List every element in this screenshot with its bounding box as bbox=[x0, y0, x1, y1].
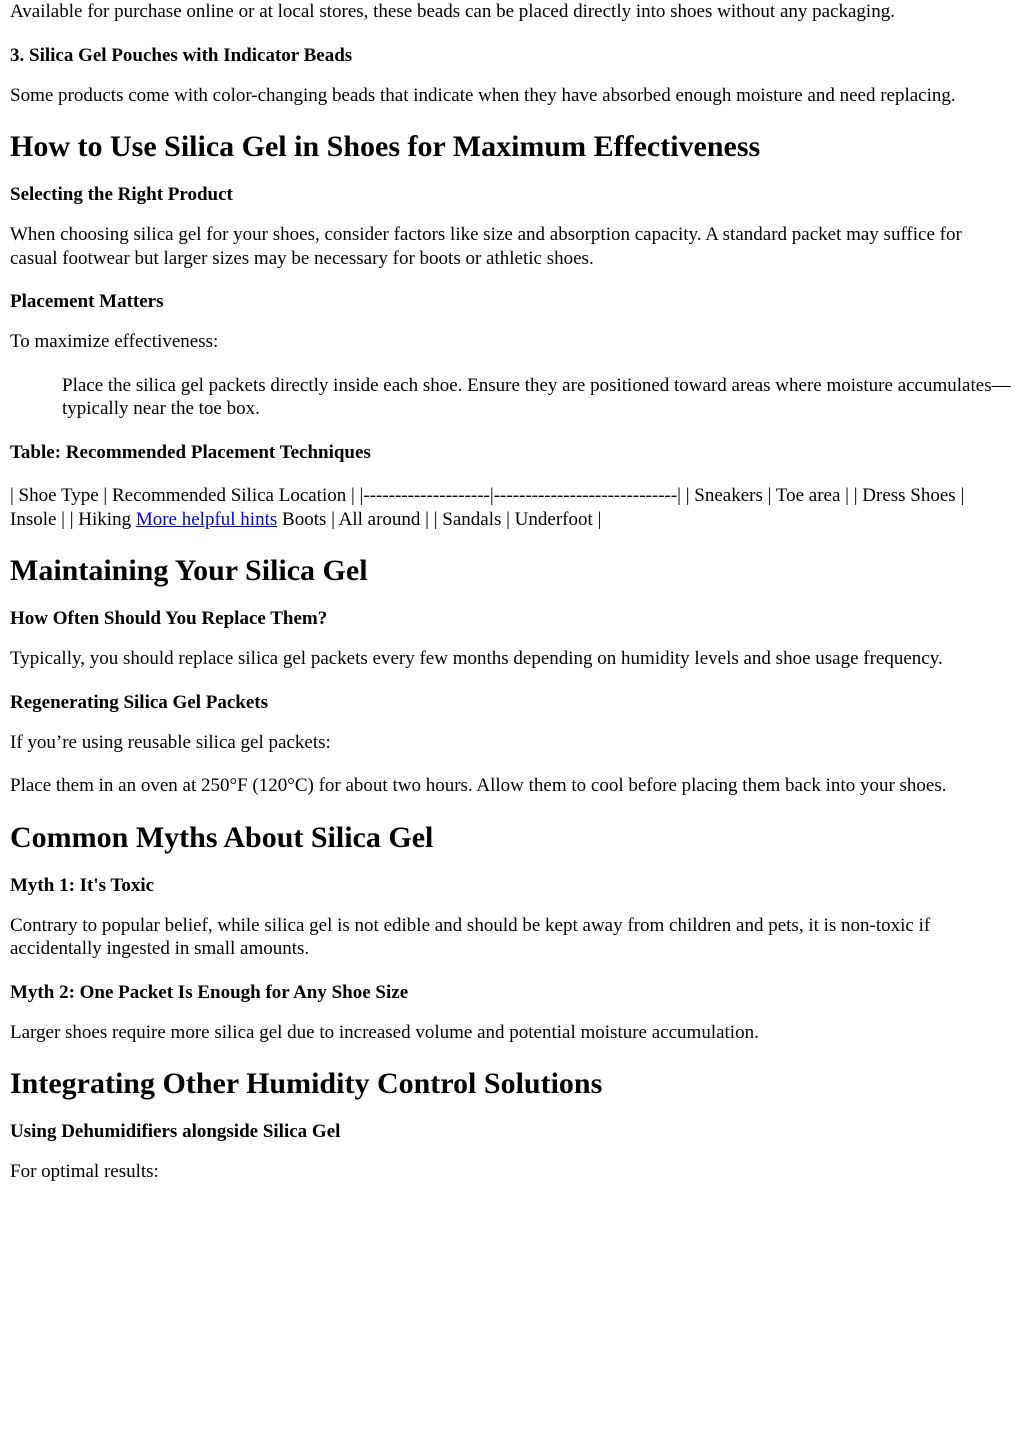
regenerating-intro: If you’re using reusable silica gel packets: bbox=[10, 731, 331, 753]
placement-heading: Placement Matters bbox=[10, 291, 164, 312]
placement-intro: To maximize effectiveness: bbox=[10, 331, 219, 352]
maintaining-heading: Maintaining Your Silica Gel bbox=[10, 554, 368, 587]
placement-quote: Place the silica gel packets directly inside each shoe. Ensure they are positioned toward areas where moisture accumulates—typically near the toe box. bbox=[62, 374, 1011, 419]
myth-1-paragraph: Contrary to popular belief, while silica gel is not edible and should be kept away from children and pets, it is non-toxic if accidentally ingested in small amounts. bbox=[10, 914, 931, 959]
myths-heading: Common Myths About Silica Gel bbox=[10, 820, 434, 854]
article bbox=[10, 0, 1014, 1204]
table-text-part-2: Boots | All around | | Sandals | Underfoot | bbox=[277, 508, 602, 530]
replace-paragraph: Typically, you should replace silica gel packets every few months depending on humidity levels and shoe usage frequency. bbox=[10, 648, 943, 669]
intro-paragraph: Available for purchase online or at local stores, these beads can be placed directly into shoes without any packaging. bbox=[10, 1, 895, 22]
selecting-product-paragraph: When choosing silica gel for your shoes, consider factors like size and absorption capacity. A standard packet may suffice for casual footwear but larger sizes may be necessary for boots or athletic shoes. bbox=[10, 224, 962, 269]
regenerating-paragraph: Place them in an oven at 250°F (120°C) for about two hours. Allow them to cool before placing them back into your shoes. bbox=[10, 775, 947, 796]
how-to-use-heading: How to Use Silica Gel in Shoes for Maximum Effectiveness bbox=[10, 130, 761, 163]
table-text bbox=[10, 484, 1014, 531]
table-text-part-1: | Shoe Type | Recommended Silica Location | |--------------------|-----------------------------| | Sneakers | Toe area | | Dress Shoes | Insole | | Hiking bbox=[10, 485, 965, 530]
myth-1-heading: Myth 1: It's Toxic bbox=[10, 874, 155, 896]
replace-heading: How Often Should You Replace Them? bbox=[10, 608, 328, 629]
indicator-beads-heading: 3. Silica Gel Pouches with Indicator Beads bbox=[10, 44, 353, 66]
indicator-beads-paragraph: Some products come with color-changing beads that indicate when they have absorbed enough moisture and need replacing. bbox=[10, 84, 956, 106]
more-helpful-hints-link[interactable]: More helpful hints bbox=[135, 508, 278, 530]
dehumidifiers-heading: Using Dehumidifiers alongside Silica Gel bbox=[10, 1121, 341, 1142]
selecting-product-heading: Selecting the Right Product bbox=[10, 184, 233, 205]
table-heading: Table: Recommended Placement Techniques bbox=[10, 441, 371, 463]
dehumidifiers-paragraph: For optimal results: bbox=[10, 1161, 159, 1182]
integrating-heading: Integrating Other Humidity Control Solutions bbox=[10, 1067, 603, 1100]
myth-2-heading: Myth 2: One Packet Is Enough for Any Shoe Size bbox=[10, 981, 409, 1003]
myth-2-paragraph: Larger shoes require more silica gel due to increased volume and potential moisture accumulation. bbox=[10, 1021, 759, 1043]
regenerating-heading: Regenerating Silica Gel Packets bbox=[10, 691, 269, 713]
